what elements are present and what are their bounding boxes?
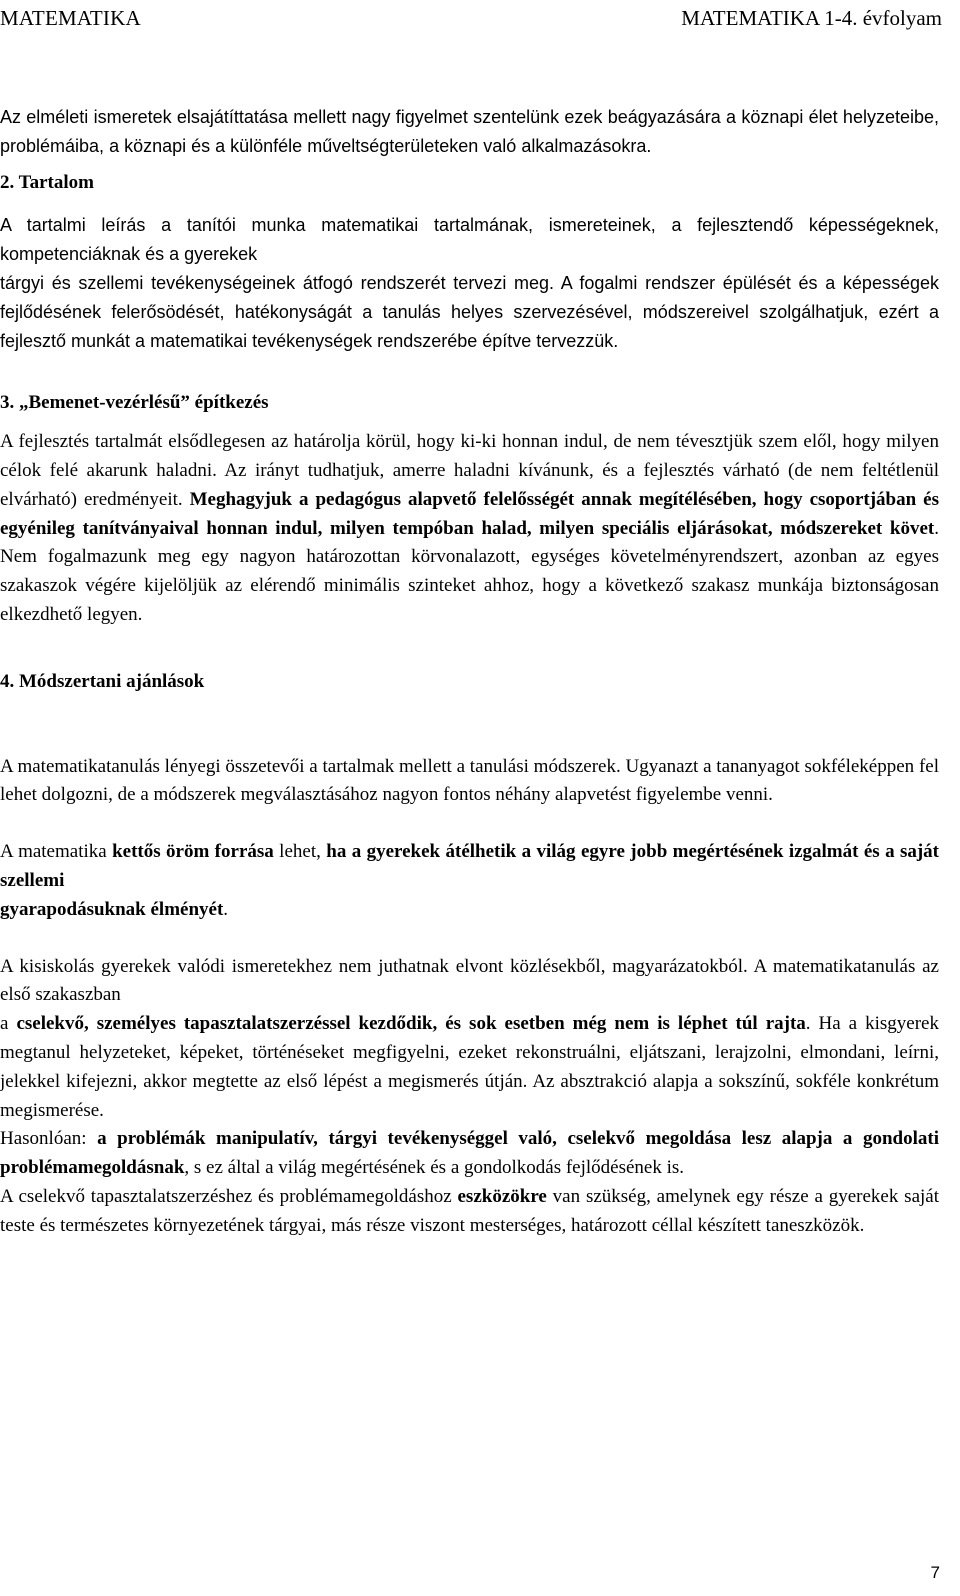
p2-f: . <box>223 898 229 920</box>
section-3-paragraph <box>0 428 939 630</box>
s3-text2: . Nem fogalmazunk meg egy nagyon határozottan körvonalazott, egységes követelményrendszert, azonban az egyes szakaszok végére kijelöljük az elérendő minimális szinteket ahhoz, hogy a következő szakasz munkája biztonságosan elkezdhető legyen. <box>0 517 939 625</box>
s3-bold1: Meghagyjuk a pedagógus alapvető felelősségét annak megítélésében, hogy csoportjában és egyénileg tanítványaival honnan indul, milyen tempóban halad, milyen speciális eljárásokat, módszereket követ <box>0 488 939 539</box>
p2-a: A matematika <box>0 841 113 863</box>
section-4-p2 <box>0 838 939 924</box>
header-left: MATEMATIKA <box>0 6 141 30</box>
p2-c: lehet, <box>273 841 327 863</box>
document-body <box>0 103 939 1241</box>
page-number: 7 <box>930 1563 940 1582</box>
p4-a: Hasonlóan: <box>0 1128 98 1150</box>
header-right: MATEMATIKA 1-4. évfolyam <box>681 6 942 30</box>
section-2-paragraph <box>0 211 939 355</box>
p3-c: cselekvő, személyes tapasztalatszerzéssel kezdődik, és sok esetben még nem is léphet túl rajta <box>16 1013 806 1035</box>
p5-b: eszközökre <box>457 1185 547 1207</box>
p3-a: A kisiskolás gyerekek valódi ismeretekhez nem juthatnak elvont közlésekből, magyarázatokból. A matematikatanulás az első szakaszban <box>0 955 939 1006</box>
s3-text1: A fejlesztés tartalmát elsődlegesen az határolja körül, hogy ki-ki honnan indul, de nem tévesztjük szem elől, hogy milyen célok felé akarunk haladni. Az irányt tudhatjuk, amerre haladni kívánunk, és a fejlesztés várható (de nem feltétlenül elvárható) eredményeit. <box>0 431 939 510</box>
section-4-title: 4. Módszertani ajánlások <box>0 670 205 692</box>
p3-b: a <box>0 1013 17 1035</box>
p4-b: a problémák manipulatív, tárgyi tevékenységgel való, cselekvő megoldása lesz alapja a gondolati problémamegoldásnak <box>0 1128 939 1179</box>
p5-a: A cselekvő tapasztalatszerzéshez és problémamegoldáshoz <box>0 1185 458 1207</box>
section-4-p1: A matematikatanulás lényegi összetevői a tartalmak mellett a tanulási módszerek. Ugyanazt a tananyagot sokféleképpen fel lehet dolgozni, de a módszerek megválasztásához nagyon fontos néhány alapvetést figyelembe venni. <box>0 755 939 806</box>
section-2-title: 2. Tartalom <box>0 171 94 193</box>
section-4-p3 <box>0 953 939 1126</box>
section-4-p4 <box>0 1125 939 1183</box>
section-4-p5 <box>0 1183 939 1241</box>
p4-c: , s ez által a világ megértésének és a gondolkodás fejlődésének is. <box>184 1157 685 1179</box>
p3-d: . Ha a kisgyerek megtanul helyzeteket, képeket, történéseket megfigyelni, ezeket rekonstruálni, eljátszani, lerajzolni, elmondani, leírni, jelekkel kifejezni, akkor megtette az első lépést a megismerés útján. Az absztrakció alapja a sokszínű, sokféle konkrétum megismerése. <box>0 1013 939 1121</box>
intro-paragraph: Az elméleti ismeretek elsajátíttatása mellett nagy figyelmet szentelünk ezek beágyazására a köznapi élet helyzeteibe, problémáiba, a köznapi és a különféle műveltségterületeken való alkalmazásokra. <box>0 107 939 156</box>
p2-b: kettős öröm forrása <box>112 841 274 863</box>
page-header <box>0 6 960 28</box>
s2-part2: tárgyi és szellemi tevékenységeinek átfogó rendszerét tervezi meg. A fogalmi rendszer épülését és a képességek fejlődésének felerősödését, hatékonyságát a tanulás helyes szervezésével, módszereivel szolgálhatjuk, ezért a fejlesztő munkát a matematikai tevékenységek rendszerébe építve tervezzük. <box>0 272 939 351</box>
p2-d: ha a gyerekek átélhetik a világ egyre jobb megértésének izgalmát és a saját szellemi <box>0 841 940 891</box>
p5-c: van szükség, amelynek egy része a gyerekek saját teste és természetes környezetének tárgyai, más része viszont mesterséges, határozott céllal készített taneszközök. <box>0 1185 939 1236</box>
s2-part1: A tartalmi leírás a tanítói munka matematikai tartalmának, ismereteinek, a fejlesztendő képességeknek, kompetenciáknak és a gyerekek <box>0 215 939 265</box>
section-3-title: 3. „Bemenet-vezérlésű” építkezés <box>0 392 269 414</box>
p2-e: gyarapodásuknak élményét <box>0 898 224 920</box>
